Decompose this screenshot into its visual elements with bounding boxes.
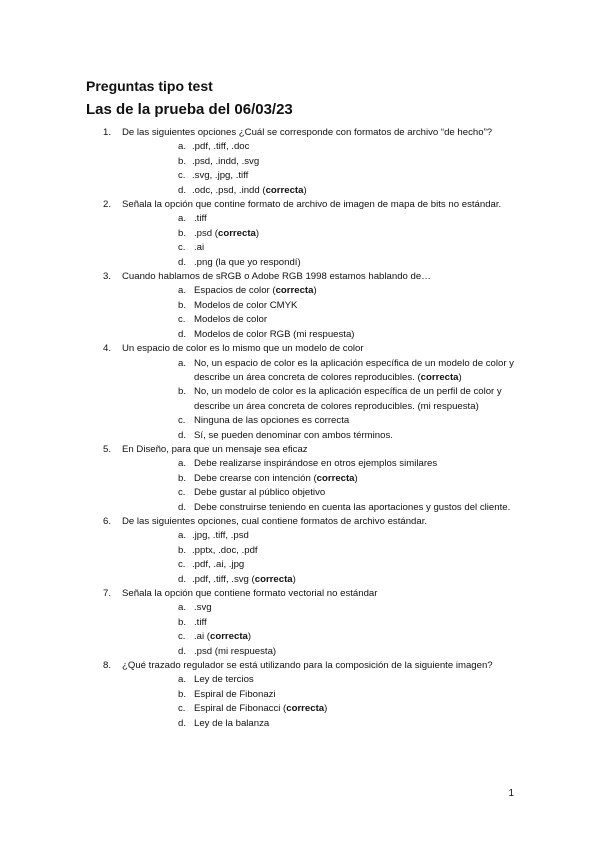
option-item <box>122 673 526 687</box>
option-item <box>122 688 526 702</box>
option-text: Espiral de Fibonazi <box>194 688 276 700</box>
question-text: Señala la opción que contine formato de archivo de imagen de mapa de bits no estándar. <box>122 199 502 211</box>
option-item <box>122 227 526 241</box>
option-list <box>122 673 526 731</box>
option-suffix: ) <box>458 371 462 383</box>
option-text: No, un espacio de color es la aplicación específica de un modelo de color y describe un área concreta de colores reproducibles. ( <box>194 357 514 383</box>
question-number: 3. <box>103 271 112 283</box>
option-letter: a. <box>178 213 187 225</box>
option-list <box>122 140 526 198</box>
question-number: 8. <box>103 660 112 672</box>
option-text: Modelos de color RGB (mi respuesta) <box>194 328 355 340</box>
option-item <box>122 256 526 270</box>
option-text: No, un modelo de color es la aplicación específica de un perfil de color y describe un área concreta de colores reproducibles. (mi respuesta) <box>194 386 502 412</box>
option-suffix: ) <box>324 703 328 715</box>
question-text: De las siguientes opciones ¿Cuál se corresponde con formatos de archivo “de hecho”? <box>122 127 493 138</box>
option-list <box>122 529 526 587</box>
option-item <box>122 140 526 154</box>
option-letter: b. <box>178 227 187 239</box>
correct-answer-note: correcta <box>265 184 304 196</box>
option-item <box>122 155 526 169</box>
option-item <box>122 645 526 659</box>
option-letter: a. <box>178 141 187 153</box>
option-suffix: ) <box>313 285 317 297</box>
question-number: 6. <box>103 515 112 527</box>
question-item <box>86 443 526 515</box>
correct-answer-note: correcta <box>275 285 314 297</box>
option-text: Modelos de color <box>194 314 268 326</box>
option-suffix: ) <box>247 631 252 643</box>
option-letter: c. <box>178 242 186 254</box>
question-item <box>86 270 526 342</box>
page-title: Preguntas tipo test <box>86 78 213 94</box>
option-text: .ai ( <box>194 631 210 643</box>
question-number: 4. <box>103 343 112 355</box>
option-letter: b. <box>178 688 187 700</box>
option-letter: a. <box>178 357 187 369</box>
option-item <box>122 573 526 587</box>
option-suffix: ) <box>292 573 296 585</box>
option-suffix: ) <box>354 472 358 484</box>
option-item <box>122 630 526 644</box>
option-text: .pdf, .tiff, .svg ( <box>192 573 255 585</box>
option-letter: d. <box>178 429 187 441</box>
option-letter: b. <box>178 616 187 628</box>
question-text: De las siguientes opciones, cual contiene formatos de archivo estándar. <box>122 515 428 527</box>
option-letter: c. <box>178 415 186 427</box>
correct-answer-note: correcta <box>316 472 355 484</box>
option-item <box>122 385 526 414</box>
option-letter: c. <box>178 631 186 643</box>
page-subtitle: Las de la prueba del 06/03/23 <box>86 101 293 118</box>
page-number: 1 <box>508 788 514 799</box>
option-letter: c. <box>178 170 186 182</box>
question-text: Cuando hablamos de sRGB o Adobe RGB 1998 estamos hablando de… <box>122 271 431 283</box>
question-number: 1. <box>103 127 112 138</box>
option-list <box>122 212 526 270</box>
option-text: .png (la que yo respondí) <box>194 256 301 268</box>
option-item <box>122 616 526 630</box>
option-item <box>122 357 526 386</box>
question-item <box>86 126 526 198</box>
option-letter: b. <box>178 299 187 311</box>
option-letter: d. <box>178 328 187 340</box>
option-letter: d. <box>178 645 187 657</box>
option-text: Debe realizarse inspirándose en otros ejemplos similares <box>194 458 438 470</box>
correct-answer-note: correcta <box>254 573 293 585</box>
option-item <box>122 241 526 255</box>
option-letter: d. <box>178 501 187 513</box>
question-number: 7. <box>103 588 112 599</box>
question-list <box>86 126 526 731</box>
option-item <box>122 169 526 183</box>
option-item <box>122 184 526 198</box>
option-item <box>122 429 526 443</box>
option-item <box>122 299 526 313</box>
option-list <box>122 601 526 659</box>
option-letter: a. <box>178 458 187 470</box>
option-letter: a. <box>178 602 187 614</box>
correct-answer-note: correcta <box>420 371 459 383</box>
option-letter: c. <box>178 314 186 326</box>
question-text: Señala la opción que contiene formato vectorial no estándar <box>122 588 378 599</box>
option-item <box>122 717 526 731</box>
option-text: .tiff <box>194 213 207 225</box>
option-letter: b. <box>178 155 187 167</box>
option-suffix: ) <box>255 227 260 239</box>
option-text: Ninguna de las opciones es correcta <box>194 415 350 427</box>
question-number: 5. <box>103 443 112 455</box>
option-suffix: ) <box>303 184 307 196</box>
option-text: Modelos de color CMYK <box>194 299 298 311</box>
option-item <box>122 414 526 428</box>
option-item <box>122 501 526 515</box>
option-text: .tiff <box>194 616 207 628</box>
option-item <box>122 457 526 471</box>
option-item <box>122 544 526 558</box>
option-item <box>122 702 526 716</box>
correct-answer-note: correcta <box>218 227 256 239</box>
option-letter: d. <box>178 717 187 729</box>
option-item <box>122 486 526 500</box>
option-letter: c. <box>178 487 186 499</box>
option-item <box>122 558 526 572</box>
option-text: Debe construirse teniendo en cuenta las aportaciones y gustos del cliente. <box>194 501 511 513</box>
option-letter: a. <box>178 530 187 542</box>
question-item <box>86 587 526 659</box>
option-text: .pdf, .tiff, .doc <box>192 141 250 153</box>
correct-answer-note: correcta <box>210 631 248 643</box>
option-item <box>122 472 526 486</box>
question-text: En Diseño, para que un mensaje sea eficaz <box>122 443 308 455</box>
question-text: Un espacio de color es lo mismo que un modelo de color <box>122 343 364 355</box>
option-text: Debe gustar al público objetivo <box>194 487 326 499</box>
option-list <box>122 357 526 443</box>
option-text: Espiral de Fibonacci ( <box>194 703 287 715</box>
option-item <box>122 529 526 543</box>
option-text: .odc, .psd, .indd ( <box>192 184 266 196</box>
option-text: .pdf, .ai, .jpg <box>192 559 245 571</box>
option-letter: b. <box>178 544 187 556</box>
option-text: Debe crearse con intención ( <box>194 472 317 484</box>
option-text: .psd (mi respuesta) <box>194 645 277 657</box>
question-item <box>86 198 526 270</box>
option-letter: a. <box>178 285 187 297</box>
option-item <box>122 328 526 342</box>
option-letter: d. <box>178 184 187 196</box>
option-letter: c. <box>178 703 186 715</box>
option-text: Espacios de color ( <box>194 285 276 297</box>
question-text: ¿Qué trazado regulador se está utilizando para la composición de la siguiente imagen? <box>122 660 493 672</box>
option-text: .ai <box>194 242 205 254</box>
question-item <box>86 515 526 587</box>
option-list <box>122 457 526 515</box>
option-letter: b. <box>178 386 187 398</box>
option-letter: d. <box>178 573 187 585</box>
question-item <box>86 342 526 443</box>
option-item <box>122 313 526 327</box>
correct-answer-note: correcta <box>286 703 325 715</box>
option-text: .jpg, .tiff, .psd <box>192 530 249 542</box>
option-text: .psd ( <box>194 227 218 239</box>
question-item <box>86 659 526 731</box>
option-text: .pptx, .doc, .pdf <box>192 544 258 556</box>
option-list <box>122 284 526 342</box>
question-number: 2. <box>103 199 112 211</box>
option-item <box>122 284 526 298</box>
option-letter: d. <box>178 256 187 268</box>
option-text: Ley de la balanza <box>194 717 270 729</box>
option-letter: a. <box>178 674 187 686</box>
option-text: .svg <box>194 602 212 614</box>
option-text: Ley de tercios <box>194 674 254 686</box>
option-item <box>122 212 526 226</box>
option-item <box>122 601 526 615</box>
option-letter: c. <box>178 559 186 571</box>
option-text: Sí, se pueden denominar con ambos términos. <box>194 429 393 441</box>
option-text: .svg, .jpg, .tiff <box>192 170 249 182</box>
option-text: .psd, .indd, .svg <box>192 155 260 167</box>
option-letter: b. <box>178 472 187 484</box>
